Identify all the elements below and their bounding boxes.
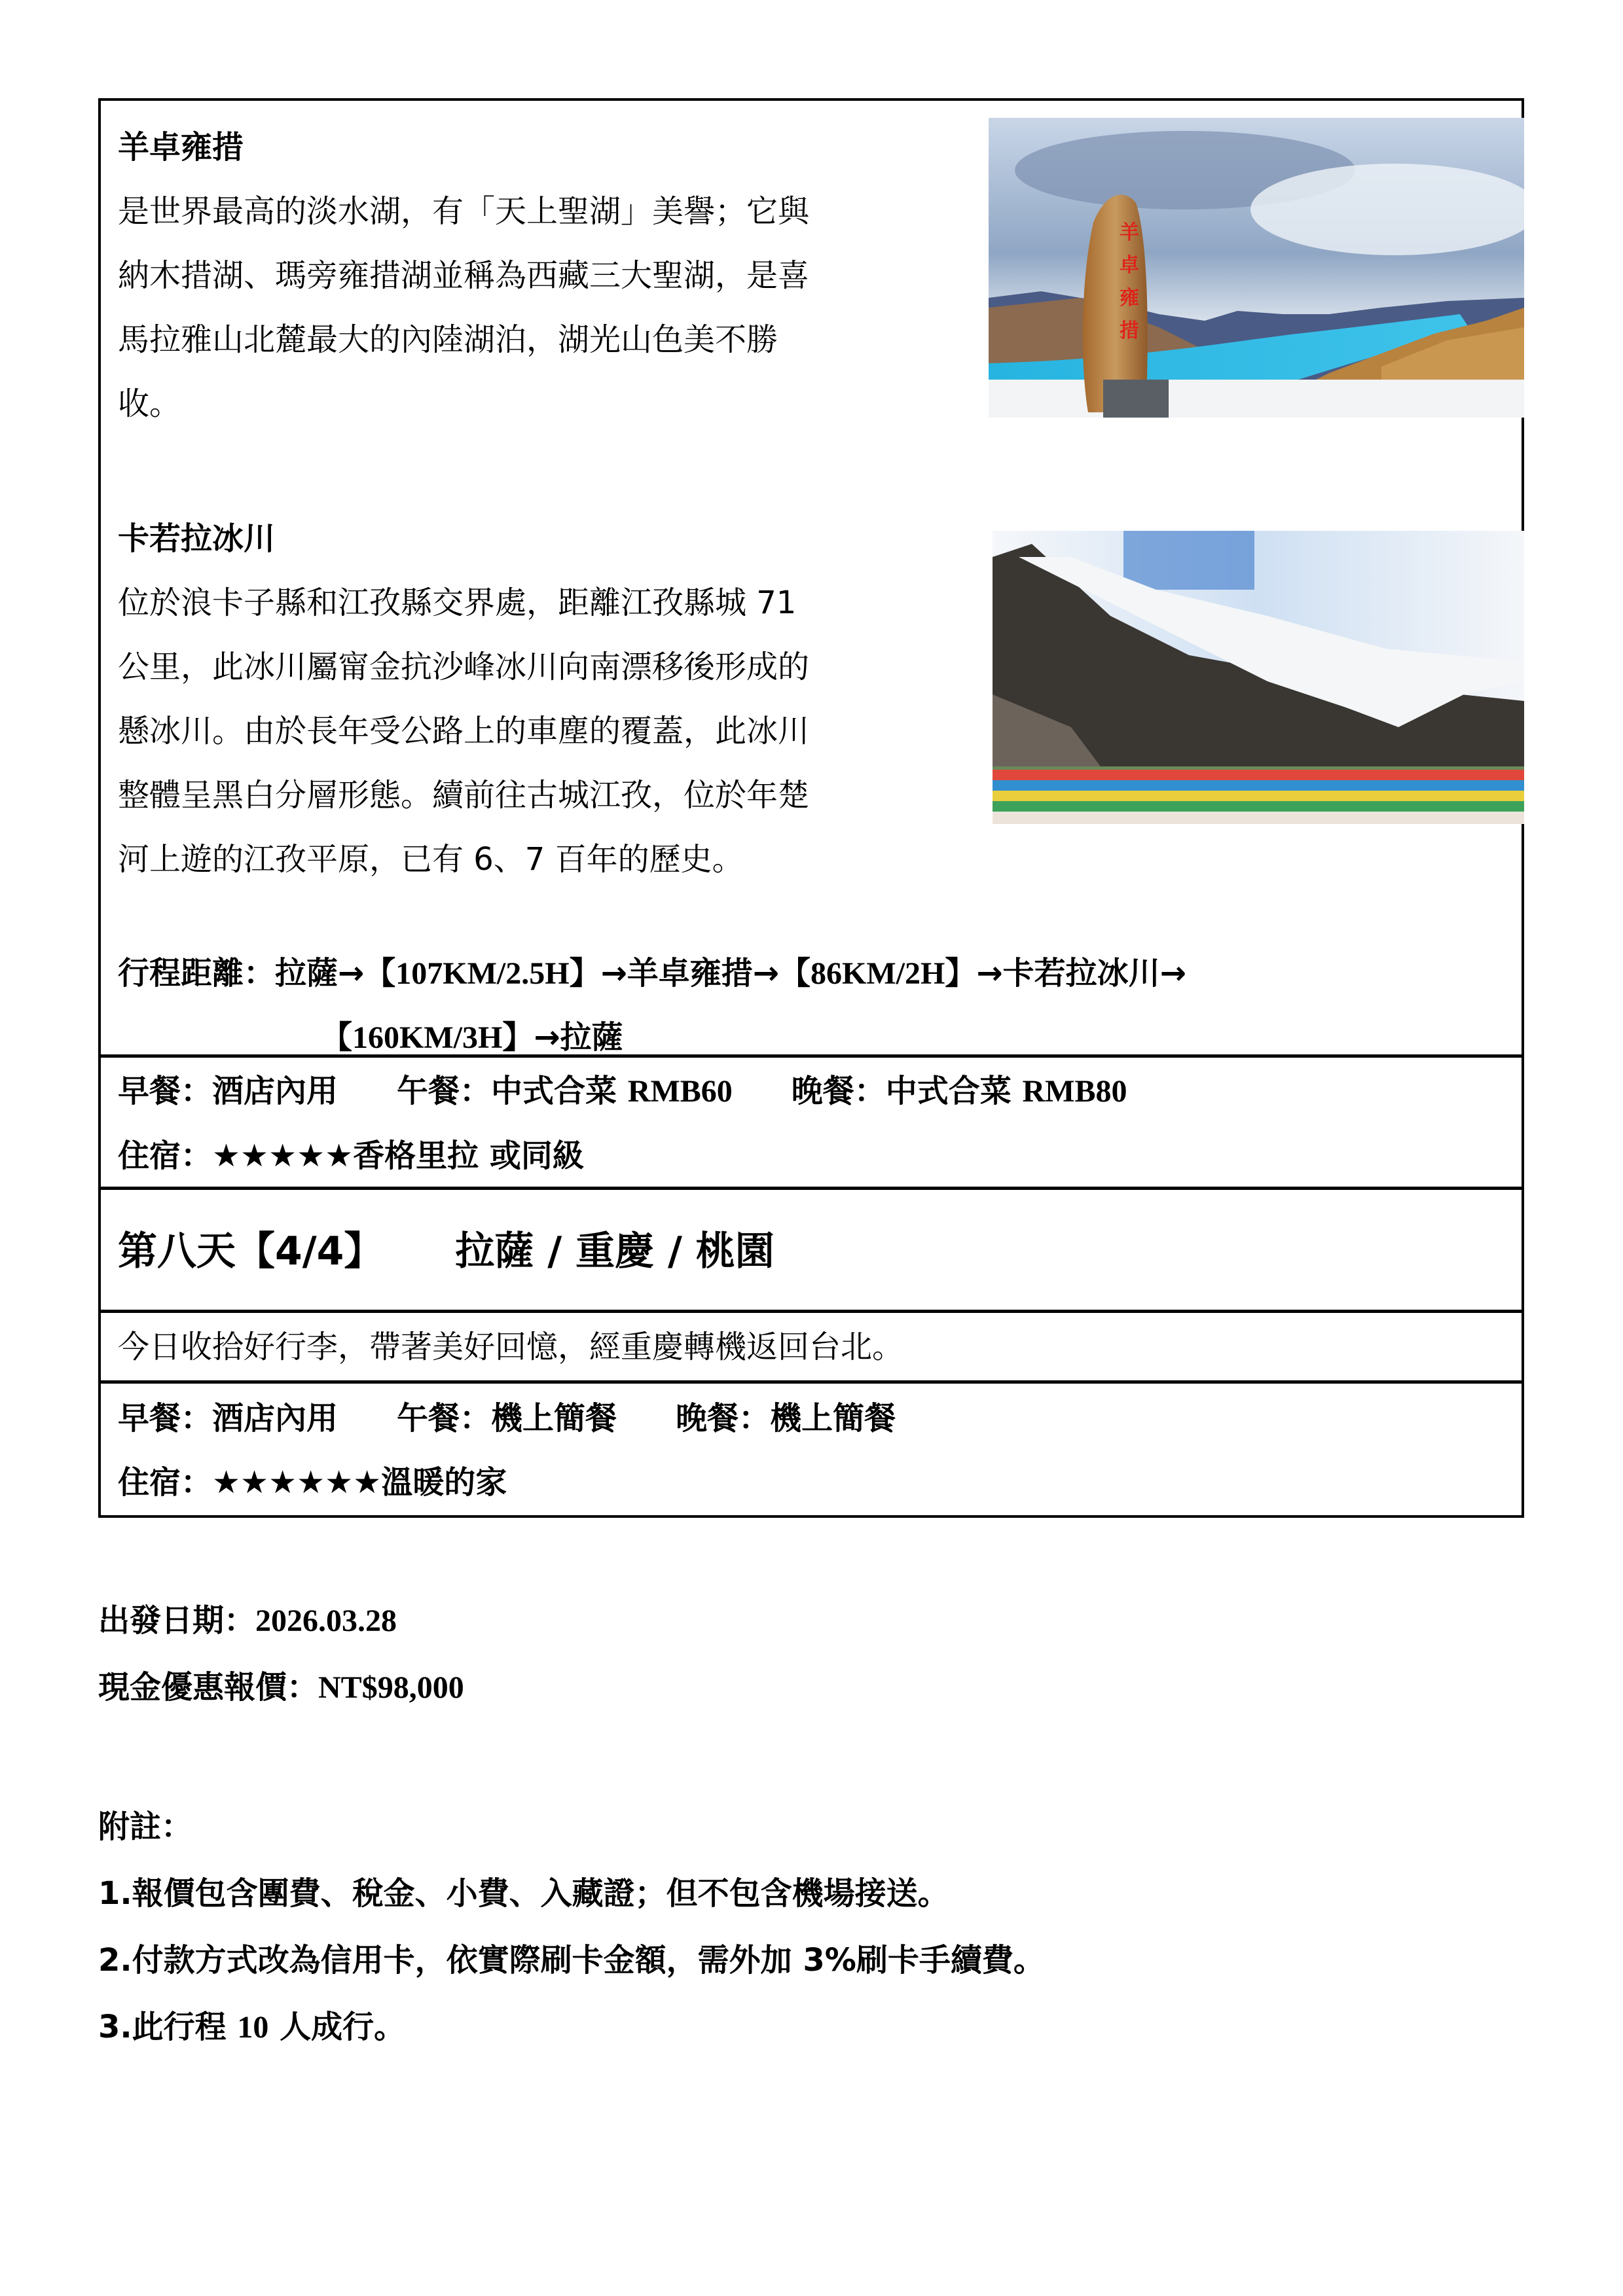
svg-text:羊: 羊 <box>1120 221 1139 244</box>
lunch-price: RMB60 <box>627 1074 733 1109</box>
lunch-value: 機上簡餐 <box>491 1400 617 1437</box>
star-rating-icon: ★★★★★★ <box>212 1464 382 1501</box>
day8-meals-row <box>101 1380 1522 1515</box>
note-item-3 <box>98 1994 405 2061</box>
day7-meals-row <box>101 1054 1522 1187</box>
departure-date <box>98 1587 397 1655</box>
lunch-label: 午餐： <box>397 1073 492 1109</box>
day-route: 拉薩 / 重慶 / 桃園 <box>455 1229 775 1274</box>
text-line: 公里，此冰川屬甯金抗沙峰冰川向南漂移後形成的 <box>118 649 810 685</box>
note-number: 3. <box>98 2009 132 2045</box>
note-text: 付款方式改為信用卡，依實際刷卡金額，需外加 3%刷卡手續費。 <box>132 1942 1045 1979</box>
notes-title: 附註： <box>98 1808 193 1845</box>
svg-text:雍: 雍 <box>1120 287 1139 310</box>
itinerary-table <box>98 98 1524 1518</box>
text-line: 整體呈黑白分層形態。續前往古城江孜，位於年楚 <box>118 777 810 814</box>
text-line: 是世界最高的淡水湖，有「天上聖湖」美譽；它與 <box>118 193 810 230</box>
note-text: 此行程 <box>132 2009 238 2045</box>
yamdrok-lake-photo <box>989 118 1524 418</box>
note-text: 人成行。 <box>268 2009 406 2045</box>
route-stop: 拉薩→ <box>275 955 365 992</box>
price-value: NT$98,000 <box>318 1670 464 1705</box>
hotel-value: 香格里拉 或同級 <box>353 1138 584 1174</box>
dinner-label: 晚餐： <box>791 1073 886 1109</box>
route-stop: →卡若拉冰川→ <box>976 955 1186 992</box>
section-body-yamdrok <box>118 179 962 436</box>
text-line: 位於浪卡子縣和江孜縣交界處，距離江孜縣城 71 <box>118 584 797 621</box>
hotel-label: 住宿： <box>118 1138 213 1174</box>
dinner-price: RMB80 <box>1022 1074 1127 1109</box>
price-label: 現金優惠報價： <box>98 1669 319 1706</box>
route-leg: 【86KM/2H】 <box>779 956 977 991</box>
route-leg: 【107KM/2.5H】 <box>364 956 601 991</box>
day-date: 【4/4】 <box>236 1229 384 1274</box>
note-number: 2. <box>98 1942 132 1979</box>
meals-line <box>118 1386 1522 1450</box>
distance-label: 行程距離： <box>118 955 276 992</box>
day8-header-row <box>101 1187 1522 1310</box>
dinner-value: 機上簡餐 <box>770 1400 896 1437</box>
route-stop: →羊卓雍措→ <box>600 955 780 992</box>
breakfast-label: 早餐： <box>118 1073 213 1109</box>
lunch-label: 午餐： <box>397 1400 492 1437</box>
departure-value: 2026.03.28 <box>255 1604 397 1638</box>
svg-text:卓: 卓 <box>1120 254 1139 277</box>
section-body-karola <box>118 571 962 891</box>
text-line: 河上遊的江孜平原，已有 6、7 百年的歷史。 <box>118 841 744 878</box>
lunch-value: 中式合菜 <box>491 1073 617 1109</box>
text-line: 懸冰川。由於長年受公路上的車塵的覆蓋，此冰川 <box>118 713 810 749</box>
breakfast-value: 酒店內用 <box>212 1400 338 1437</box>
hotel-line <box>118 1450 1522 1515</box>
route-leg: 【160KM/3H】 <box>321 1020 534 1055</box>
route-stop: →拉薩 <box>534 1019 623 1056</box>
group-size: 10 <box>237 2010 269 2045</box>
day-title: 第八天 <box>118 1229 236 1274</box>
attractions-row <box>101 101 1522 1054</box>
dinner-value: 中式合菜 <box>885 1073 1012 1109</box>
star-rating-icon: ★★★★★ <box>212 1138 354 1174</box>
cash-price <box>98 1654 464 1721</box>
day-description: 今日收拾好行李，帶著美好回憶，經重慶轉機返回台北。 <box>118 1329 904 1365</box>
karola-glacier-photo <box>993 531 1524 824</box>
breakfast-label: 早餐： <box>118 1400 213 1437</box>
section-title-karola: 卡若拉冰川 <box>118 520 276 557</box>
svg-text:措: 措 <box>1120 319 1139 342</box>
dinner-label: 晚餐： <box>676 1400 771 1437</box>
note-number: 1. <box>98 1875 132 1912</box>
section-title-yamdrok: 羊卓雍措 <box>118 129 244 166</box>
day8-description-row <box>101 1310 1522 1380</box>
breakfast-value: 酒店內用 <box>212 1073 338 1109</box>
departure-label: 出發日期： <box>98 1602 256 1639</box>
text-line: 納木措湖、瑪旁雍措湖並稱為西藏三大聖湖，是喜 <box>118 257 810 294</box>
note-item-2 <box>98 1927 1045 1994</box>
meals-line <box>118 1059 1522 1124</box>
distance-line-1 <box>118 941 1186 1006</box>
note-item-1 <box>98 1860 949 1927</box>
text-line: 收。 <box>118 386 181 422</box>
note-text: 報價包含團費、稅金、小費、入藏證；但不包含機場接送。 <box>132 1875 949 1912</box>
hotel-line <box>118 1124 1522 1188</box>
hotel-label: 住宿： <box>118 1464 213 1501</box>
hotel-value: 溫暖的家 <box>381 1464 507 1501</box>
text-line: 馬拉雅山北麓最大的內陸湖泊，湖光山色美不勝 <box>118 321 778 358</box>
